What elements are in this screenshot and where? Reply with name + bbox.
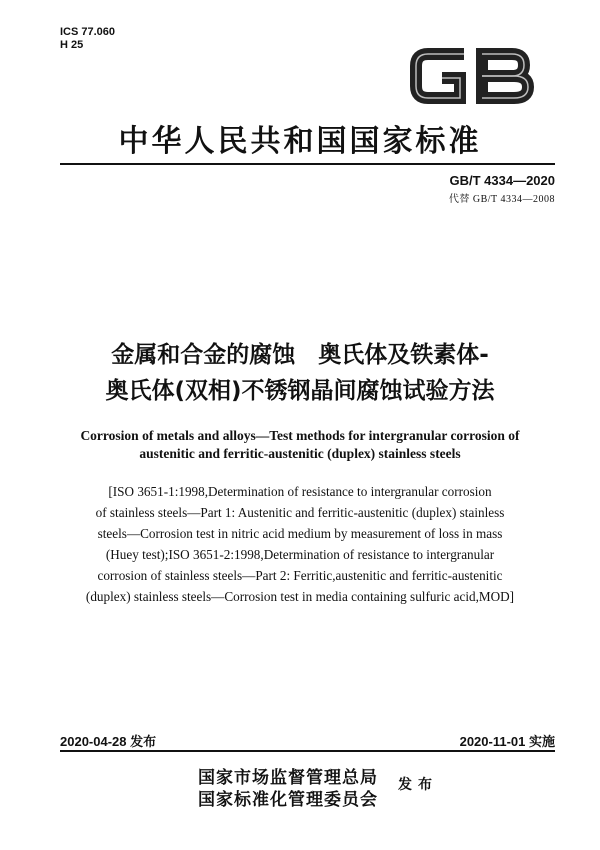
issue-date: 2020-04-28 发布 xyxy=(60,734,157,749)
ics-code: ICS 77.060 xyxy=(60,26,116,38)
ccs-code: H 25 xyxy=(60,39,84,51)
gb-logo xyxy=(408,40,536,112)
iso-reference-line: steels—Corrosion test in nitric acid medium by measurement of loss in mass xyxy=(97,526,503,541)
national-standard-title: 中华人民共和国国家标准 xyxy=(118,124,482,159)
issuer-line-2: 国家标准化管理委员会 xyxy=(198,790,378,810)
english-title-line-1: Corrosion of metals and alloys—Test methods for intergranular corrosion of xyxy=(80,428,520,443)
iso-reference-line: of stainless steels—Part 1: Austenitic and ferritic-austenitic (duplex) stainless xyxy=(95,505,505,520)
publish-label: 发布 xyxy=(398,777,438,793)
standard-number: GB/T 4334—2020 xyxy=(449,173,555,188)
replaces-standard: 代替 GB/T 4334—2008 xyxy=(448,194,555,205)
iso-reference-line: (Huey test);ISO 3651-2:1998,Determination of resistance to intergranular xyxy=(105,547,495,562)
issuer-line-1: 国家市场监督管理总局 xyxy=(198,768,378,788)
english-title-line-2: austenitic and ferritic-austenitic (duplex) stainless steels xyxy=(139,446,461,461)
chinese-title-line-2: 奥氏体(双相)不锈钢晶间腐蚀试验方法 xyxy=(105,378,495,404)
implementation-date: 2020-11-01 实施 xyxy=(459,734,555,749)
bottom-rule xyxy=(60,750,555,752)
classification-codes xyxy=(60,26,115,52)
iso-reference-line: [ISO 3651-1:1998,Determination of resistance to intergranular corrosion xyxy=(108,484,492,499)
gb-logo-text: GB xyxy=(408,40,410,41)
chinese-title-line-1: 金属和合金的腐蚀 奥氏体及铁素体- xyxy=(111,342,489,368)
iso-reference-line: corrosion of stainless steels—Part 2: Ferritic,austenitic and ferritic-austenitic xyxy=(97,568,503,583)
iso-reference-line: (duplex) stainless steels—Corrosion test in media containing sulfuric acid,MOD] xyxy=(85,589,515,604)
top-rule xyxy=(60,163,555,165)
